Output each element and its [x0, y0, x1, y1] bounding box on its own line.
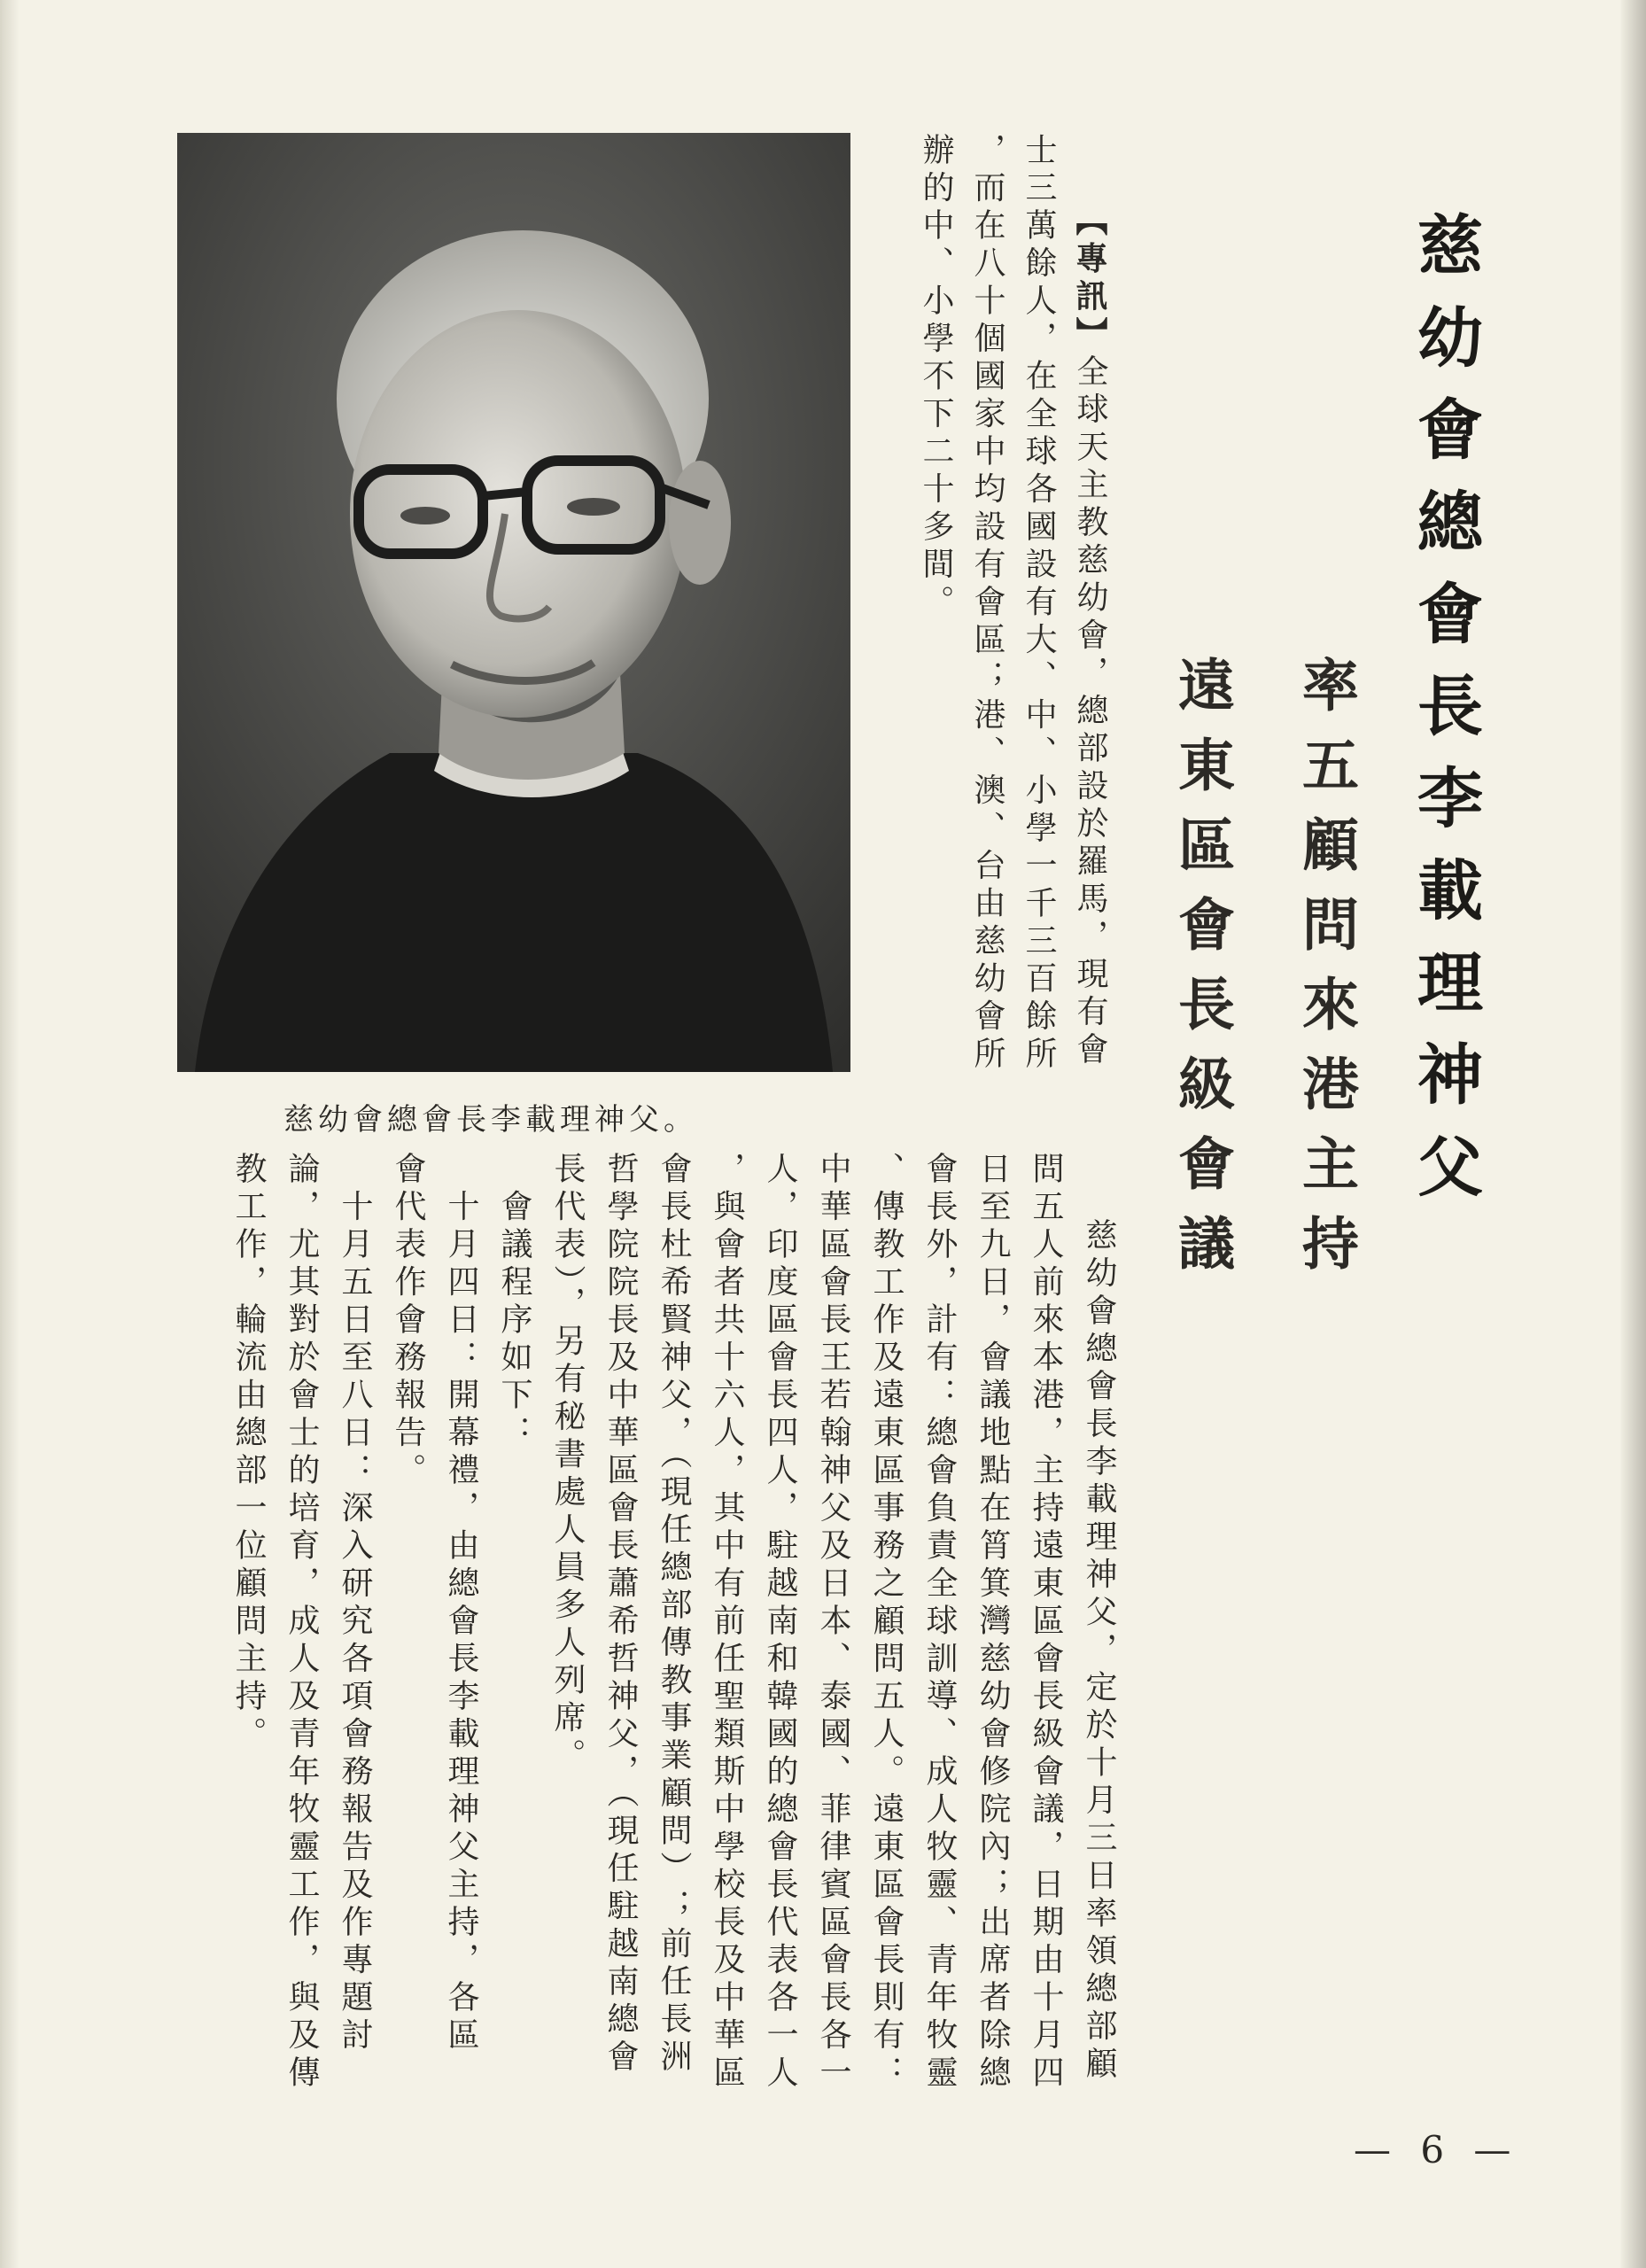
body-column: 哲學院院長及中華區會長蕭希哲神父，（現任駐越南總會 — [602, 1152, 639, 2078]
body-column: 長代表），另有秘書處人員多人列席。 — [549, 1152, 586, 1776]
body-column: 十月五日至八日：深入研究各項會務報告及作專題討 — [337, 1152, 373, 2055]
article-subhead-1: 率五顧問來港主持 — [1293, 656, 1359, 1293]
body-column: 中華區會長王若翰神父及日本、泰國、菲律賓區會長各一 — [815, 1152, 851, 2093]
page-edge-shadow — [1619, 0, 1646, 2268]
body-column: 、傳教工作及遠東區事務之顧問五人。遠東區會長則有： — [868, 1152, 905, 2093]
binding-shadow — [0, 0, 19, 2268]
intro-text-1: 全球天主教慈幼會，總部設於羅馬，現有會 — [1072, 354, 1108, 1070]
portrait-illustration — [177, 133, 850, 1072]
body-column: 人，印度區會長四人，駐越南和韓國的總會長代表各一人 — [762, 1152, 798, 2093]
intro-column-4: 辦的中、小學不下二十多間。 — [918, 133, 954, 623]
article-subhead-2: 遠東區會長級會議 — [1169, 656, 1235, 1293]
article-headline: 慈幼會總會長李載理神父 — [1407, 211, 1483, 1224]
photo-caption: 慈幼會總會長李載理神父。 — [283, 1102, 698, 1138]
body-column: ，與會者共十六人，其中有前任聖類斯中學校長及中華區 — [709, 1152, 745, 2093]
news-tag: 【專訊】 — [1071, 204, 1108, 354]
intro-column-2: 士三萬餘人，在全球各國設有大、中、小學一千三百餘所 — [1021, 133, 1057, 1075]
body-column: 十月四日：開幕禮，由總會長李載理神父主持，各區 — [443, 1152, 479, 2055]
body-column: 會長杜希賢神父，（現任總部傳教事業顧問）；前任長洲 — [656, 1152, 692, 2078]
intro-column-3: ，而在八十個國家中均設有會區；港、澳、台由慈幼會所 — [969, 133, 1005, 1075]
body-column: 教工作，輪流由總部一位顧問主持。 — [230, 1152, 267, 1754]
body-column: 問五人前來本港，主持遠東區會長級會議，日期由十月四 — [1028, 1152, 1064, 2093]
body-column: 會議程序如下： — [496, 1152, 532, 1453]
body-column: 會長外，計有：總會負責全球訓導、成人牧靈、青年牧靈 — [921, 1152, 958, 2093]
body-column: 慈幼會總會長李載理神父，定於十月三日率領總部顧 — [1081, 1218, 1117, 2085]
intro-column-1 — [1071, 204, 1108, 1070]
body-column: 日至九日，會議地點在筲箕灣慈幼會修院內；出席者除總 — [974, 1152, 1011, 2093]
body-column: 論，尤其對於會士的培育，成人及青年牧靈工作，與及傳 — [283, 1152, 320, 2093]
body-column: 會代表作會務報告。 — [390, 1152, 426, 1491]
portrait-photo — [177, 133, 850, 1072]
page-number: — 6 — — [1354, 2128, 1520, 2171]
